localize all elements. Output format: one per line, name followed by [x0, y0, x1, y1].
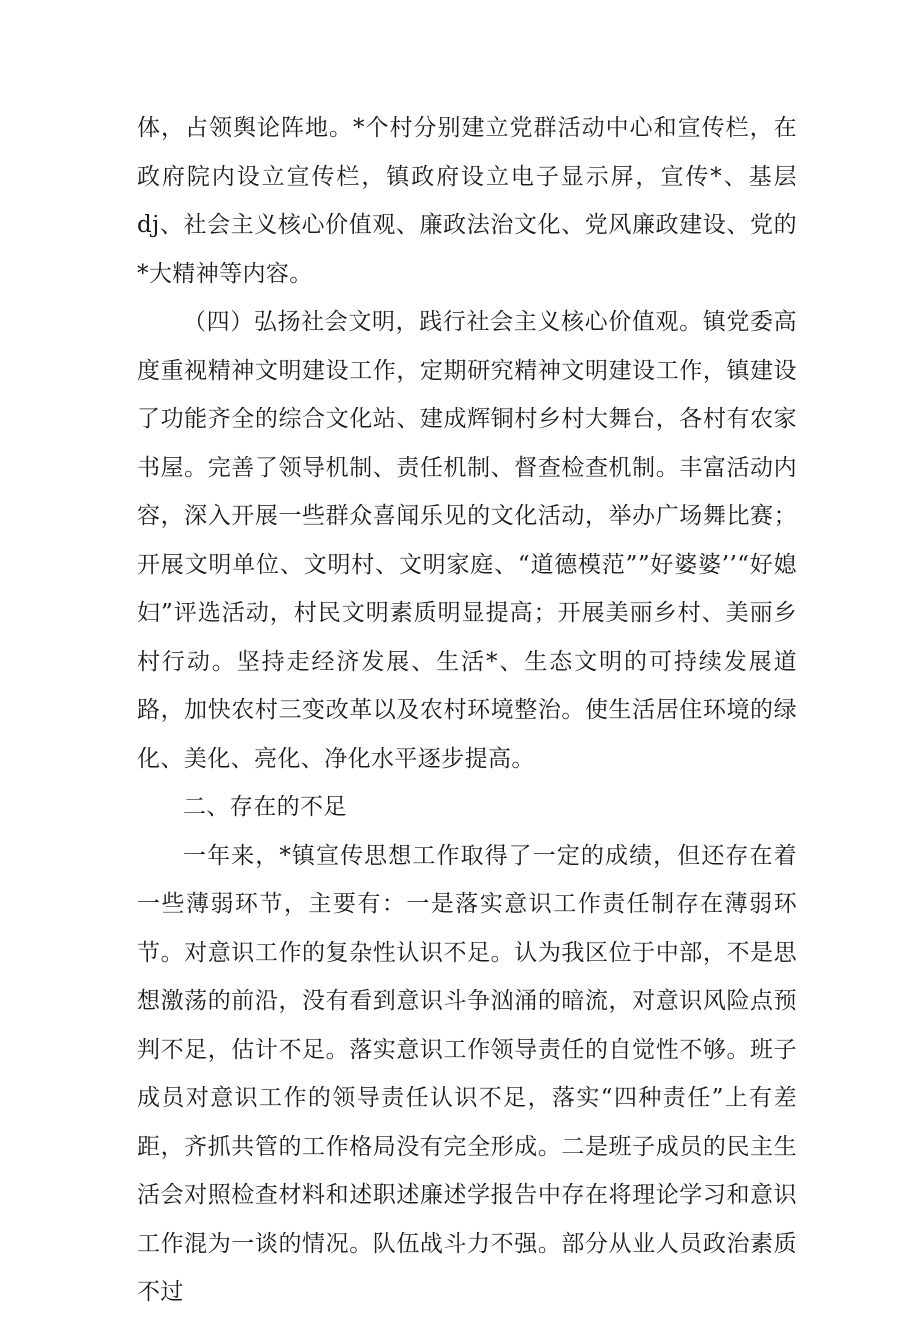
- paragraph-1: 体，占领舆论阵地。*个村分别建立党群活动中心和宣传栏，在政府院内设立宣传栏，镇政府设立电子显示屏，宣传*、基层dj、社会主义核心价值观、廉政法治文化、党风廉政建设、党的*大精神等内容。: [137, 115, 797, 287]
- section-heading-shortcomings: 二、存在的不足: [183, 794, 347, 820]
- document-page: [137, 104, 797, 1317]
- paragraph-section-four: （四）弘扬社会文明，践行社会主义核心价值观。镇党委高度重视精神文明建设工作，定期研究精神文明建设工作，镇建设了功能齐全的综合文化站、建成辉铜村乡村大舞台，各村有农家书屋。完善了领导机制、责任机制、督查检查机制。丰富活动内容，深入开展一些群众喜闻乐见的文化活动，举办广场舞比赛；开展文明单位、文明村、文明家庭、“道德模范””好婆婆’’“好媳妇”评选活动，村民文明素质明显提高；开展美丽乡村、美丽乡村行动。坚持走经济发展、生活*、生态文明的可持续发展道路，加快农村三变改革以及农村环境整治。使生活居住环境的绿化、美化、亮化、净化水平逐步提高。: [137, 309, 797, 772]
- paragraph-shortcomings: 一年来，*镇宣传思想工作取得了一定的成绩，但还存在着一些薄弱环节，主要有：一是落实意识工作责任制存在薄弱环节。对意识工作的复杂性认识不足。认为我区位于中部，不是思想激荡的前沿，没有看到意识斗争汹涌的暗流，对意识风险点预判不足，估计不足。落实意识工作领导责任的自觉性不够。班子成员对意识工作的领导责任认识不足，落实“四种责任”上有差距，齐抓共管的工作格局没有完全形成。二是班子成员的民主生活会对照检查材料和述职述廉述学报告中存在将理论学习和意识工作混为一谈的情况。队伍战斗力不强。部分从业人员政治素质不过: [137, 842, 797, 1305]
